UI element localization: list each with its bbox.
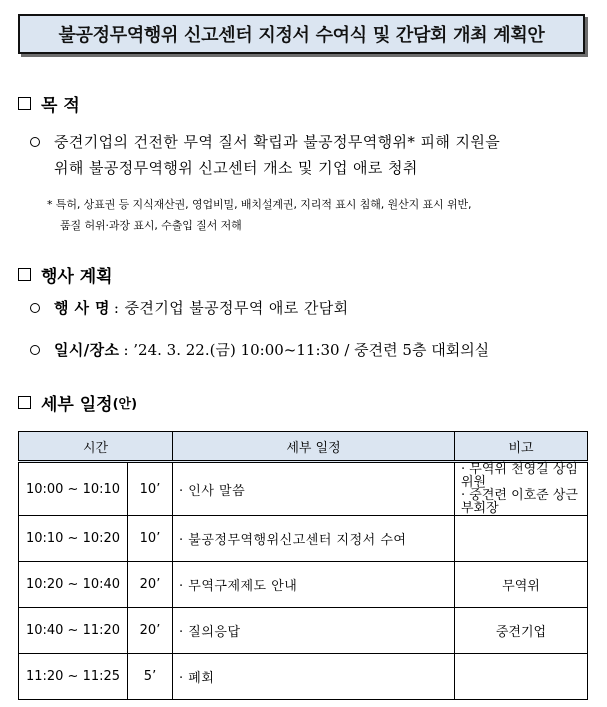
table-row [19, 516, 588, 562]
row-note: 중견기업 [455, 608, 588, 654]
section-schedule-suffix: (안) [112, 397, 138, 412]
section-purpose-title: 목 적 [41, 96, 80, 116]
purpose-footnote [47, 194, 471, 236]
event-datetime-label: 일시/장소 [54, 341, 120, 359]
table-header-row [19, 432, 588, 462]
table-row [19, 608, 588, 654]
section-schedule-title: 세부 일정 [41, 395, 113, 415]
circle-bullet-icon [30, 137, 40, 147]
event-name-line [30, 295, 349, 321]
document-title [18, 14, 585, 54]
section-schedule-heading [18, 390, 137, 415]
row-note: 무역위 [455, 562, 588, 608]
row-item: · 인사 말씀 [173, 462, 455, 516]
section-plan-title: 행사 계획 [41, 267, 113, 287]
row-note [455, 516, 588, 562]
purpose-text-line2: 위해 불공정무역행위 신고센터 개소 및 기업 애로 청취 [54, 159, 418, 177]
row-duration: 20’ [128, 562, 173, 608]
row-time: 10:40 ~ 11:20 [19, 608, 128, 654]
row-time: 10:10 ~ 10:20 [19, 516, 128, 562]
section-purpose-heading [18, 91, 80, 116]
row-note [455, 462, 588, 516]
event-datetime-value: : ’24. 3. 22.(금) 10:00~11:30 / 중견련 5층 대회의실 [123, 341, 490, 359]
purpose-text-line1: 중견기업의 건전한 무역 질서 확립과 불공정무역행위* 피해 지원을 [54, 133, 501, 151]
schedule-table [18, 431, 588, 700]
row-duration: 10’ [128, 462, 173, 516]
purpose-paragraph [30, 129, 500, 181]
footnote-line2: 품질 허위·과장 표시, 수출입 질서 저해 [60, 219, 242, 232]
circle-bullet-icon [30, 345, 40, 355]
row-time: 10:20 ~ 10:40 [19, 562, 128, 608]
row-time: 10:00 ~ 10:10 [19, 462, 128, 516]
event-datetime-line [30, 337, 489, 363]
row-time: 11:20 ~ 11:25 [19, 654, 128, 700]
table-row [19, 654, 588, 700]
column-header-time: 시간 [19, 432, 173, 462]
document-title-text: 불공정무역행위 신고센터 지정서 수여식 및 간담회 개최 계획안 [58, 25, 545, 46]
table-row [19, 562, 588, 608]
event-name-value: : 중견기업 불공정무역 애로 간담회 [113, 299, 349, 317]
column-header-detail: 세부 일정 [173, 432, 455, 462]
row-duration: 20’ [128, 608, 173, 654]
square-bullet-icon [18, 97, 31, 110]
column-header-note: 비고 [455, 432, 588, 462]
row-item: · 무역구제제도 안내 [173, 562, 455, 608]
row-item: · 불공정무역행위신고센터 지정서 수여 [173, 516, 455, 562]
row-note-line: · 무역위 천영길 상임위원 [461, 462, 578, 490]
row-item: · 폐회 [173, 654, 455, 700]
event-name-label: 행 사 명 [54, 299, 110, 317]
section-plan-heading [18, 262, 113, 287]
row-duration: 10’ [128, 516, 173, 562]
square-bullet-icon [18, 268, 31, 281]
row-note [455, 654, 588, 700]
square-bullet-icon [18, 396, 31, 409]
row-item: · 질의응답 [173, 608, 455, 654]
footnote-line1: * 특허, 상표권 등 지식재산권, 영업비밀, 배치설계권, 지리적 표시 침해, 원산지 표시 위반, [47, 198, 472, 211]
table-row [19, 462, 588, 516]
circle-bullet-icon [30, 303, 40, 313]
row-note-line: · 중견련 이호준 상근부회장 [461, 488, 578, 516]
row-duration: 5’ [128, 654, 173, 700]
